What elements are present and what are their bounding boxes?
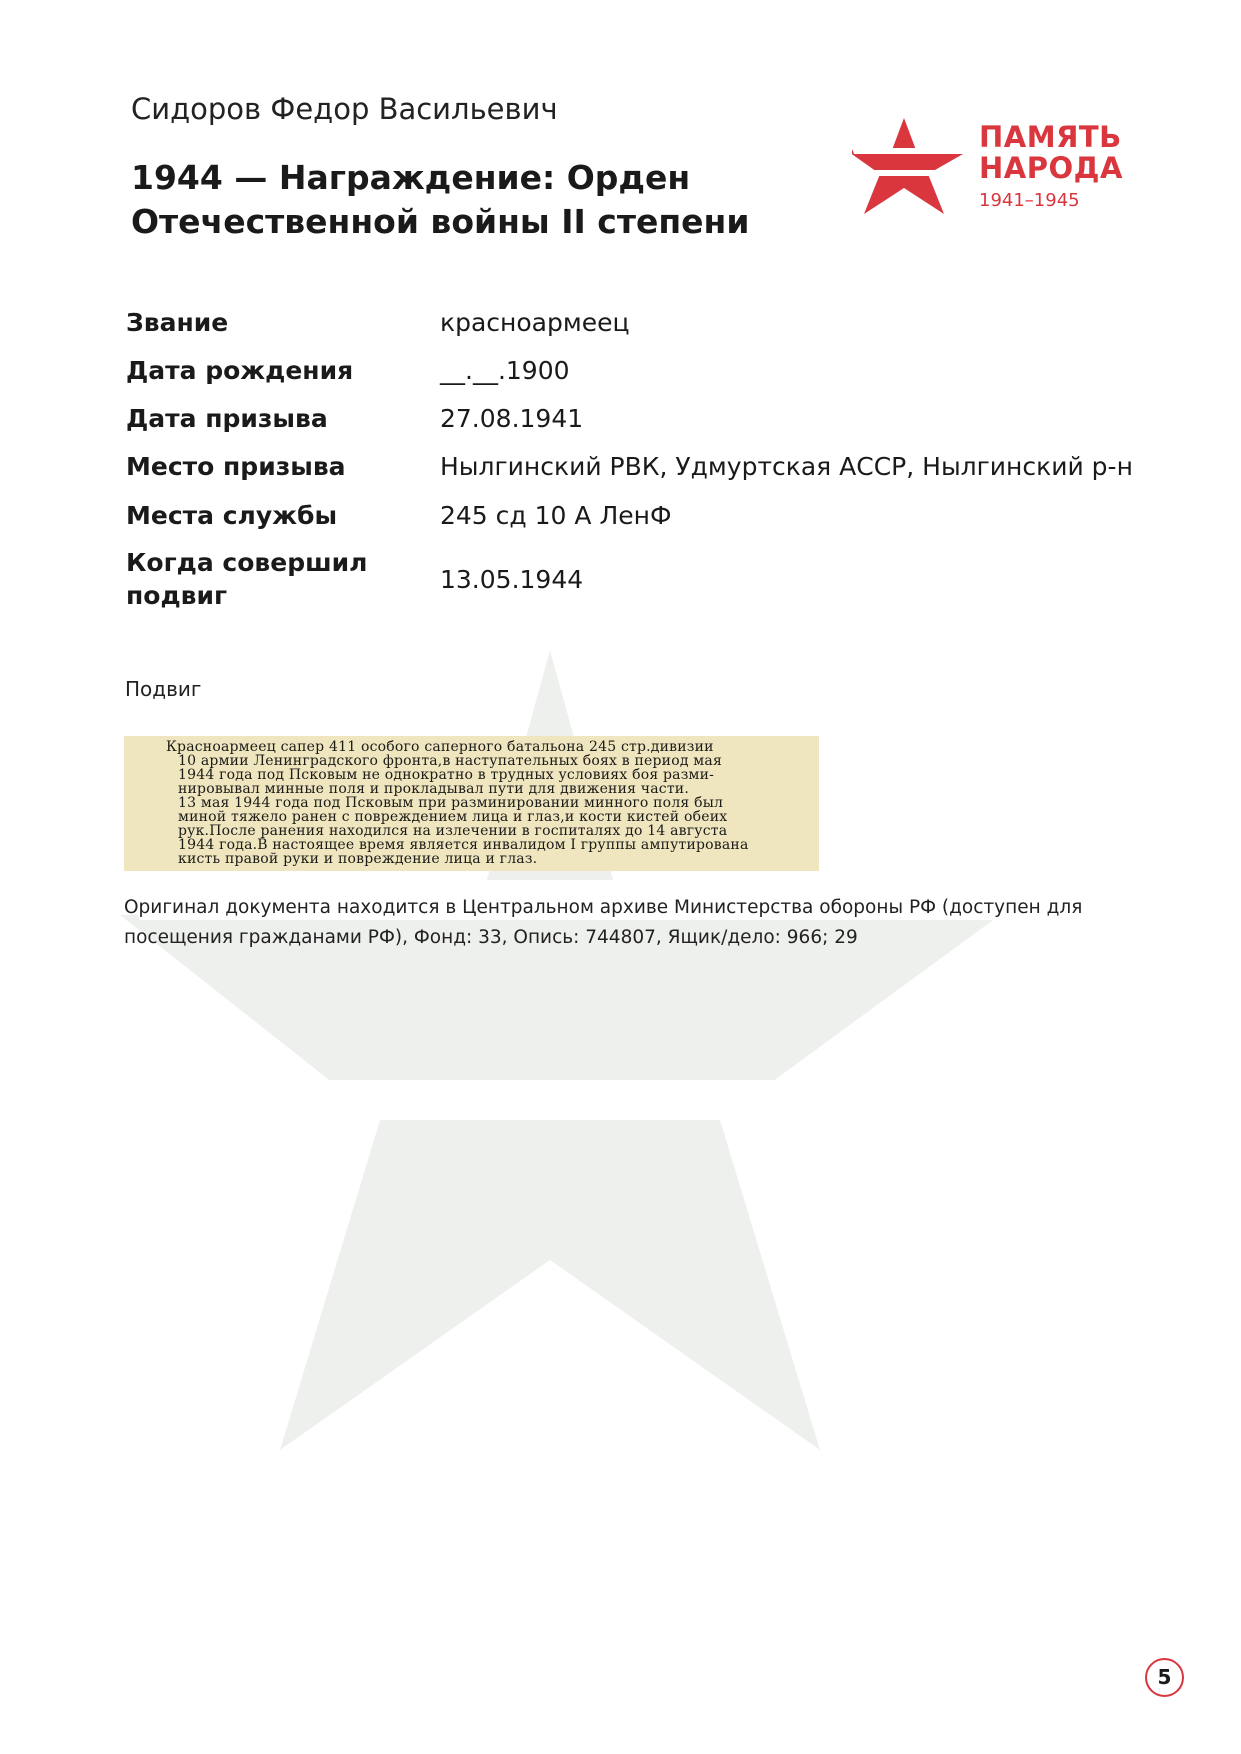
scan-text-line: 1944 года под Псковым не однократно в трудных условиях боя разми-	[178, 767, 715, 783]
scan-text-line: рук.После ранения находился на излечении в госпиталях до 14 августа	[178, 823, 728, 839]
detail-row-draft-place	[126, 442, 1136, 491]
scan-text-line: Красноармеец сапер 411 особого саперного батальона 245 стр.дивизии	[166, 739, 714, 755]
person-name: Сидоров Федор Васильевич	[131, 92, 558, 126]
detail-row-draft-date	[126, 394, 1136, 442]
detail-value: красноармеец	[440, 307, 630, 337]
detail-row-service-places	[126, 491, 1136, 539]
detail-value: 13.05.1944	[440, 564, 584, 594]
detail-row-feat-date	[126, 539, 1136, 619]
red-star-icon	[852, 110, 974, 220]
detail-value: 245 сд 10 А ЛенФ	[440, 500, 672, 530]
detail-label: Когда совершил подвиг	[126, 548, 368, 610]
scan-text-line: 13 мая 1944 года под Псковым при разминировании минного поля был	[178, 795, 724, 811]
scan-text-line: миной тяжело ранен с повреждением лица и глаз,и кости кистей обеих	[178, 809, 728, 825]
detail-row-birth-date	[126, 346, 1136, 394]
detail-label: Дата призыва	[126, 403, 328, 433]
logo-line-2: НАРОДА	[979, 151, 1123, 185]
detail-value: __.__.1900	[440, 355, 570, 385]
logo-line-1: ПАМЯТЬ	[979, 120, 1122, 154]
detail-value: Нылгинский РВК, Удмуртская АССР, Нылгинский р-н	[440, 452, 1133, 481]
detail-label: Дата рождения	[126, 355, 354, 385]
details-table	[126, 298, 1136, 619]
pamyat-naroda-logo[interactable]	[852, 110, 1122, 220]
detail-label: Места службы	[126, 500, 338, 530]
scan-text-line: нировывал минные поля и прокладывал пути для движения части.	[178, 781, 689, 797]
scan-text-line: 10 армии Ленинградского фронта,в наступательных боях в период мая	[178, 753, 722, 769]
archive-note: Оригинал документа находится в Центральном архиве Министерства обороны РФ (доступен для посещения гражданами РФ), Фонд: 33, Опись: 744807, Ящик/дело: 966; 29	[124, 897, 1083, 948]
feat-label: Подвиг	[125, 677, 202, 701]
scan-text-line: 1944 года.В настоящее время является инвалидом I группы ампутирована	[178, 837, 749, 853]
detail-row-rank	[126, 298, 1136, 346]
detail-label: Место призыва	[126, 452, 346, 481]
detail-value: 27.08.1941	[440, 403, 584, 433]
logo-title	[979, 122, 1123, 184]
page-number: 5	[1145, 1658, 1184, 1697]
detail-label: Звание	[126, 307, 229, 337]
award-title: 1944 — Награждение: Орден Отечественной войны II степени	[131, 158, 750, 241]
logo-years: 1941–1945	[979, 190, 1080, 211]
scan-text-line: кисть правой руки и повреждение лица и глаз.	[178, 851, 538, 867]
feat-document-scan[interactable]	[124, 736, 819, 871]
